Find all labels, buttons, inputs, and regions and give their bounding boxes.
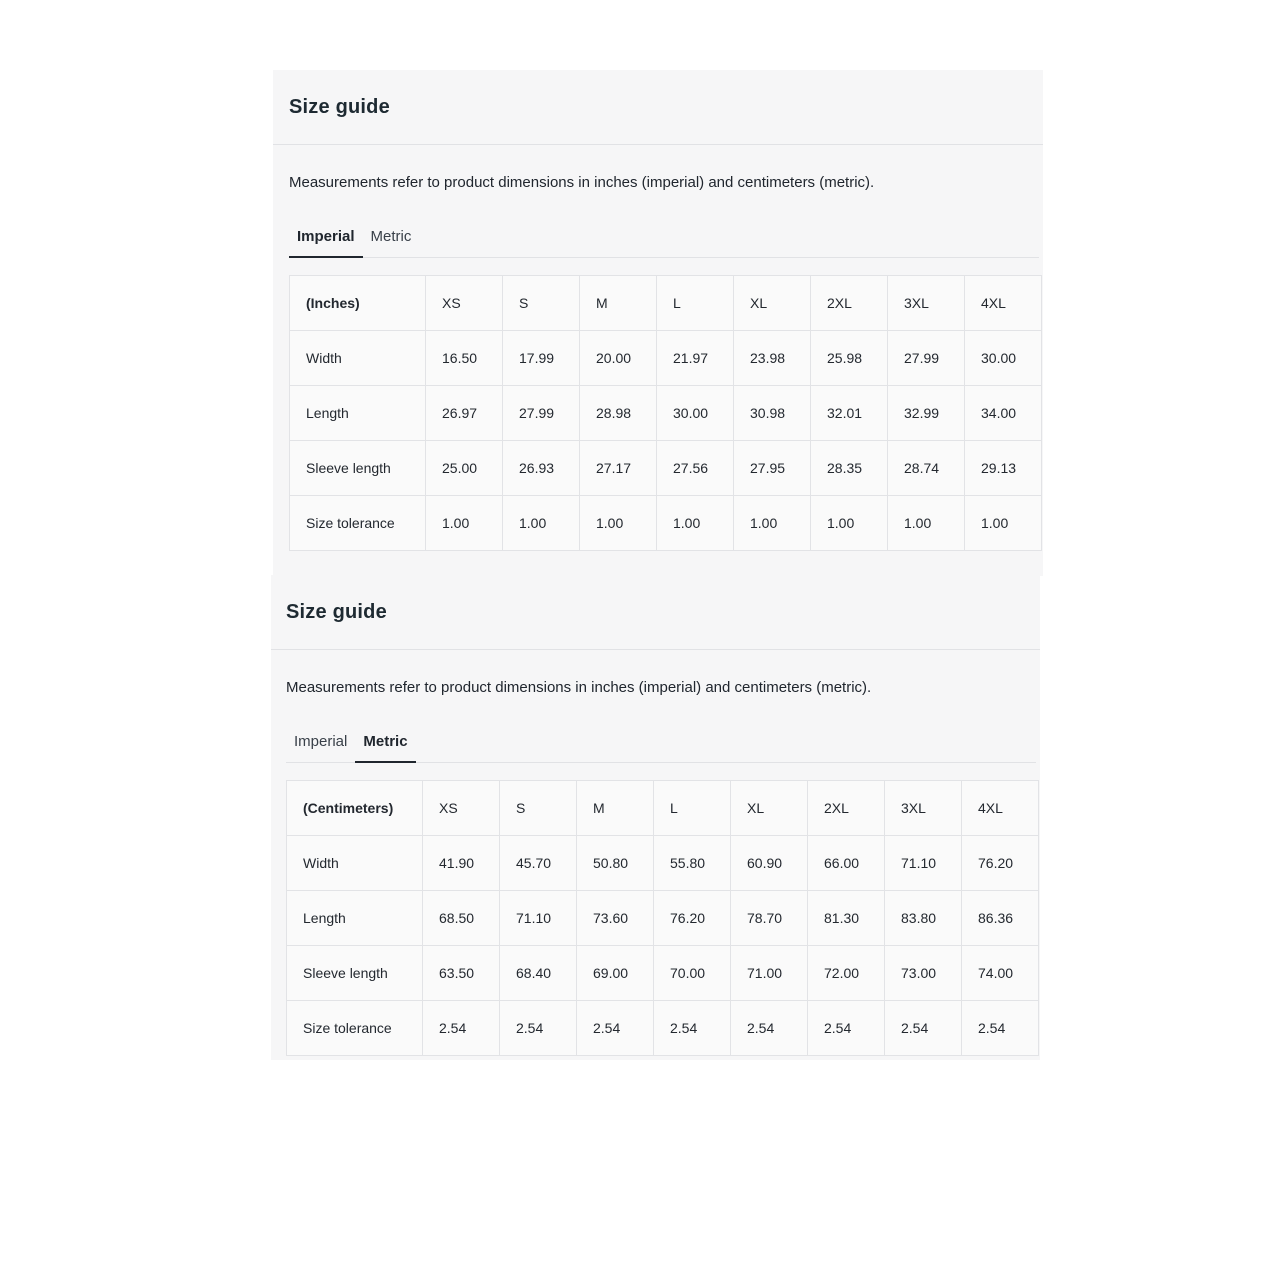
table-cell: 34.00 — [965, 386, 1042, 441]
table-cell: 25.00 — [426, 441, 503, 496]
table-cell: 30.98 — [734, 386, 811, 441]
table-cell: 17.99 — [503, 331, 580, 386]
table-cell: 72.00 — [808, 946, 885, 1001]
table-cell: 83.80 — [885, 891, 962, 946]
size-table-metric — [286, 780, 1039, 1056]
table-cell: 63.50 — [423, 946, 500, 1001]
column-header: S — [503, 276, 580, 331]
table-cell: 2.54 — [654, 1001, 731, 1056]
table-header-row — [290, 276, 1042, 331]
table-cell: 21.97 — [657, 331, 734, 386]
table-cell: 23.98 — [734, 331, 811, 386]
table-cell: 68.50 — [423, 891, 500, 946]
table-cell: 66.00 — [808, 836, 885, 891]
table-cell: 86.36 — [962, 891, 1039, 946]
table-cell: 26.93 — [503, 441, 580, 496]
table-cell: 16.50 — [426, 331, 503, 386]
table-cell: 27.17 — [580, 441, 657, 496]
table-cell: 73.60 — [577, 891, 654, 946]
panel-header — [273, 70, 1043, 145]
column-header: M — [580, 276, 657, 331]
tab-imperial[interactable]: Imperial — [289, 219, 363, 258]
size-guide-panel-imperial — [273, 70, 1043, 576]
table-cell: 28.98 — [580, 386, 657, 441]
row-label: Size tolerance — [287, 1001, 423, 1056]
table-cell: 1.00 — [888, 496, 965, 551]
table-cell: 32.99 — [888, 386, 965, 441]
column-header: S — [500, 781, 577, 836]
row-label: Sleeve length — [287, 946, 423, 1001]
unit-tabs — [289, 219, 1039, 258]
row-label: Width — [287, 836, 423, 891]
column-header: XL — [731, 781, 808, 836]
table-cell: 55.80 — [654, 836, 731, 891]
tab-metric[interactable]: Metric — [355, 724, 415, 763]
panel-body — [273, 173, 1043, 576]
page-title: Size guide — [286, 600, 387, 623]
table-row — [287, 946, 1039, 1001]
table-cell: 1.00 — [811, 496, 888, 551]
column-header: L — [654, 781, 731, 836]
row-label: Sleeve length — [290, 441, 426, 496]
unit-header: (Inches) — [290, 276, 426, 331]
measurements-description: Measurements refer to product dimensions in inches (imperial) and centimeters (metric). — [289, 174, 875, 191]
column-header: 4XL — [962, 781, 1039, 836]
table-row — [290, 441, 1042, 496]
column-header: XS — [423, 781, 500, 836]
column-header: M — [577, 781, 654, 836]
table-cell: 76.20 — [654, 891, 731, 946]
table-cell: 81.30 — [808, 891, 885, 946]
table-cell: 68.40 — [500, 946, 577, 1001]
column-header: 2XL — [811, 276, 888, 331]
table-cell: 71.10 — [885, 836, 962, 891]
column-header: 2XL — [808, 781, 885, 836]
table-cell: 28.74 — [888, 441, 965, 496]
table-cell: 1.00 — [965, 496, 1042, 551]
table-header-row — [287, 781, 1039, 836]
table-cell: 2.54 — [885, 1001, 962, 1056]
table-cell: 69.00 — [577, 946, 654, 1001]
table-cell: 71.00 — [731, 946, 808, 1001]
panel-header — [271, 575, 1040, 650]
size-guide-panel-metric — [271, 575, 1040, 1060]
measurements-description: Measurements refer to product dimensions in inches (imperial) and centimeters (metric). — [286, 679, 872, 696]
table-cell: 29.13 — [965, 441, 1042, 496]
unit-header: (Centimeters) — [287, 781, 423, 836]
table-cell: 25.98 — [811, 331, 888, 386]
table-cell: 30.00 — [965, 331, 1042, 386]
table-cell: 26.97 — [426, 386, 503, 441]
table-cell: 27.95 — [734, 441, 811, 496]
table-row — [287, 836, 1039, 891]
column-header: XS — [426, 276, 503, 331]
table-cell: 1.00 — [580, 496, 657, 551]
column-header: L — [657, 276, 734, 331]
table-row — [290, 496, 1042, 551]
table-row — [290, 331, 1042, 386]
table-row — [290, 386, 1042, 441]
table-cell: 60.90 — [731, 836, 808, 891]
row-label: Size tolerance — [290, 496, 426, 551]
table-cell: 2.54 — [808, 1001, 885, 1056]
table-cell: 70.00 — [654, 946, 731, 1001]
tab-imperial[interactable]: Imperial — [286, 724, 355, 763]
table-cell: 28.35 — [811, 441, 888, 496]
table-cell: 41.90 — [423, 836, 500, 891]
table-cell: 45.70 — [500, 836, 577, 891]
table-cell: 20.00 — [580, 331, 657, 386]
table-cell: 2.54 — [731, 1001, 808, 1056]
unit-tabs — [286, 724, 1036, 763]
column-header: 3XL — [885, 781, 962, 836]
table-cell: 50.80 — [577, 836, 654, 891]
table-row — [287, 891, 1039, 946]
panel-body — [271, 678, 1040, 1060]
table-cell: 2.54 — [577, 1001, 654, 1056]
table-cell: 78.70 — [731, 891, 808, 946]
table-cell: 1.00 — [426, 496, 503, 551]
table-cell: 1.00 — [503, 496, 580, 551]
row-label: Width — [290, 331, 426, 386]
page-title: Size guide — [289, 95, 390, 118]
table-cell: 27.99 — [888, 331, 965, 386]
table-cell: 2.54 — [500, 1001, 577, 1056]
column-header: 4XL — [965, 276, 1042, 331]
table-cell: 73.00 — [885, 946, 962, 1001]
table-cell: 2.54 — [962, 1001, 1039, 1056]
column-header: 3XL — [888, 276, 965, 331]
table-cell: 30.00 — [657, 386, 734, 441]
row-label: Length — [287, 891, 423, 946]
table-cell: 2.54 — [423, 1001, 500, 1056]
table-cell: 27.99 — [503, 386, 580, 441]
size-table-imperial — [289, 275, 1042, 551]
row-label: Length — [290, 386, 426, 441]
table-cell: 76.20 — [962, 836, 1039, 891]
tab-metric[interactable]: Metric — [363, 219, 420, 258]
table-cell: 71.10 — [500, 891, 577, 946]
table-cell: 32.01 — [811, 386, 888, 441]
table-cell: 1.00 — [657, 496, 734, 551]
column-header: XL — [734, 276, 811, 331]
table-row — [287, 1001, 1039, 1056]
table-cell: 27.56 — [657, 441, 734, 496]
table-cell: 74.00 — [962, 946, 1039, 1001]
table-cell: 1.00 — [734, 496, 811, 551]
